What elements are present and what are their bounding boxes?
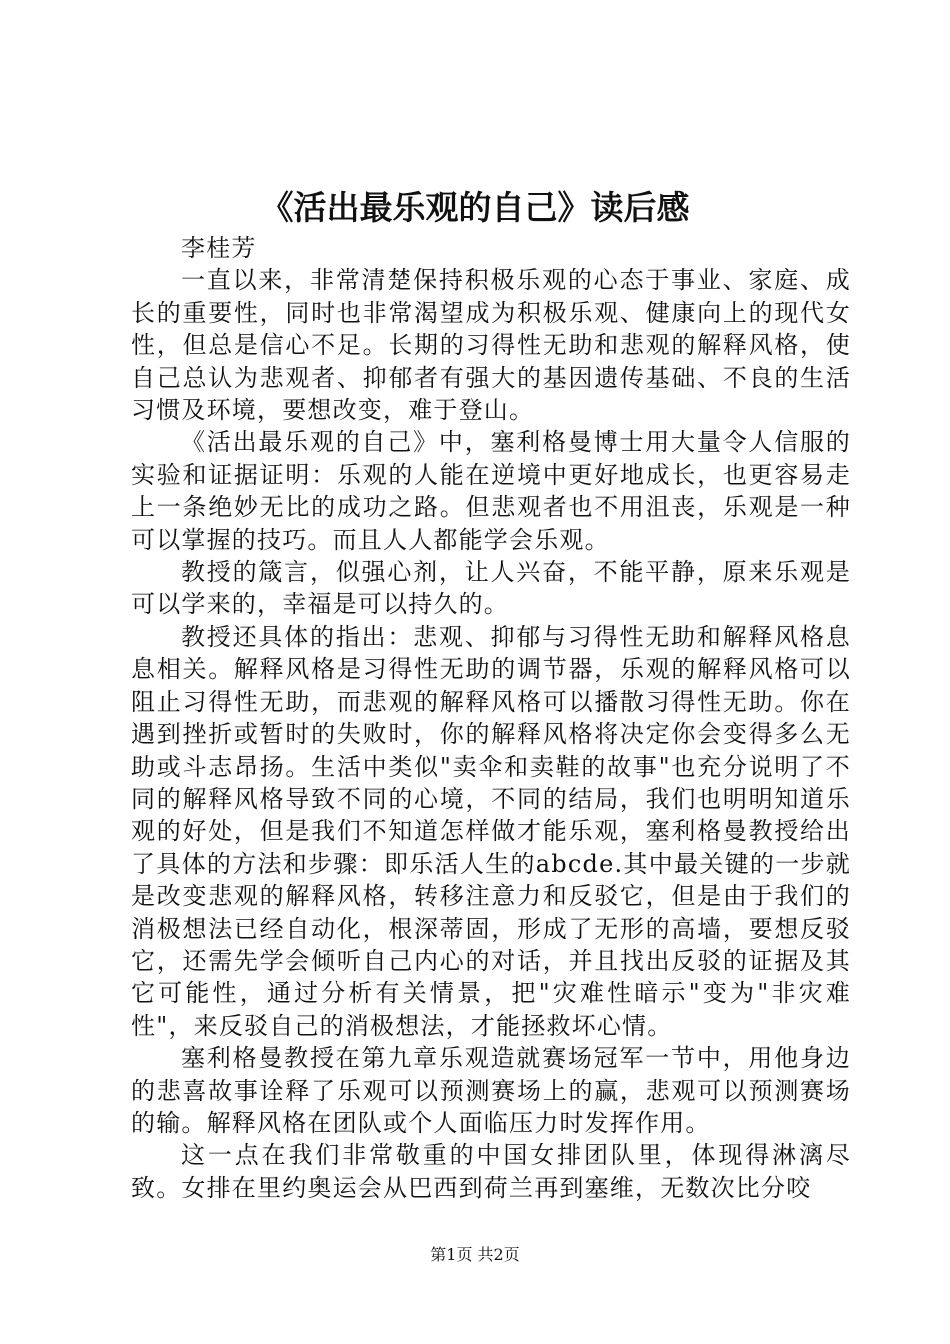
document-body [131, 232, 851, 1204]
page-number-footer: 第1页 共2页 [430, 1245, 520, 1264]
paragraph-5: 塞利格曼教授在第九章乐观造就赛场冠军一节中，用他身边的悲喜故事诠释了乐观可以预测赛场上的赢，悲观可以预测赛场的输。解释风格在团队或个人面临压力时发挥作用。 [131, 1044, 851, 1137]
paragraph-2: 《活出最乐观的自己》中，塞利格曼博士用大量令人信服的实验和证据证明：乐观的人能在逆境中更好地成长，也更容易走上一条绝妙无比的成功之路。但悲观者也不用沮丧，乐观是一种可以掌握的技巧。而且人人都能学会乐观。 [131, 428, 851, 554]
paragraph-1: 一直以来，非常清楚保持积极乐观的心态于事业、家庭、成长的重要性，同时也非常渴望成为积极乐观、健康向上的现代女性，但总是信心不足。长期的习得性无助和悲观的解释风格，使自己总认为悲观者、抑郁者有强大的基因遗传基础、不良的生活习惯及环境，要想改变，难于登山。 [131, 266, 851, 425]
paragraph-4: 教授还具体的指出：悲观、抑郁与习得性无助和解释风格息息相关。解释风格是习得性无助的调节器，乐观的解释风格可以阻止习得性无助，而悲观的解释风格可以播散习得性无助。你在遇到挫折或暂时的失败时，你的解释风格将决定你会变得多么无助或斗志昂扬。生活中类似"卖伞和卖鞋的故事"也充分说明了不同的解释风格导致不同的心境，不同的结局，我们也明明知道乐观的好处，但是我们不知道怎样做才能乐观，塞利格曼教授给出了具体的方法和步骤：即乐活人生的abcde.其中最关键的一步就是改变悲观的解释风格，转移注意力和反驳它，但是由于我们的消极想法已经自动化，根深蒂固，形成了无形的高墙，要想反驳它，还需先学会倾听自己内心的对话，并且找出反驳的证据及其它可能性，通过分析有关情景，把"灾难性暗示"变为"非灾难性"，来反驳自己的消极想法，才能拯救坏心情。 [131, 622, 851, 1040]
document-title: 《活出最乐观的自己》读后感 [260, 188, 690, 227]
paragraph-6: 这一点在我们非常敬重的中国女排团队里，体现得淋漓尽致。女排在里约奥运会从巴西到荷兰再到塞维，无数次比分咬 [131, 1141, 851, 1202]
paragraph-3: 教授的箴言，似强心剂，让人兴奋，不能平静，原来乐观是可以学来的，幸福是可以持久的。 [131, 558, 851, 619]
author-line: 李桂芳 [181, 234, 257, 262]
